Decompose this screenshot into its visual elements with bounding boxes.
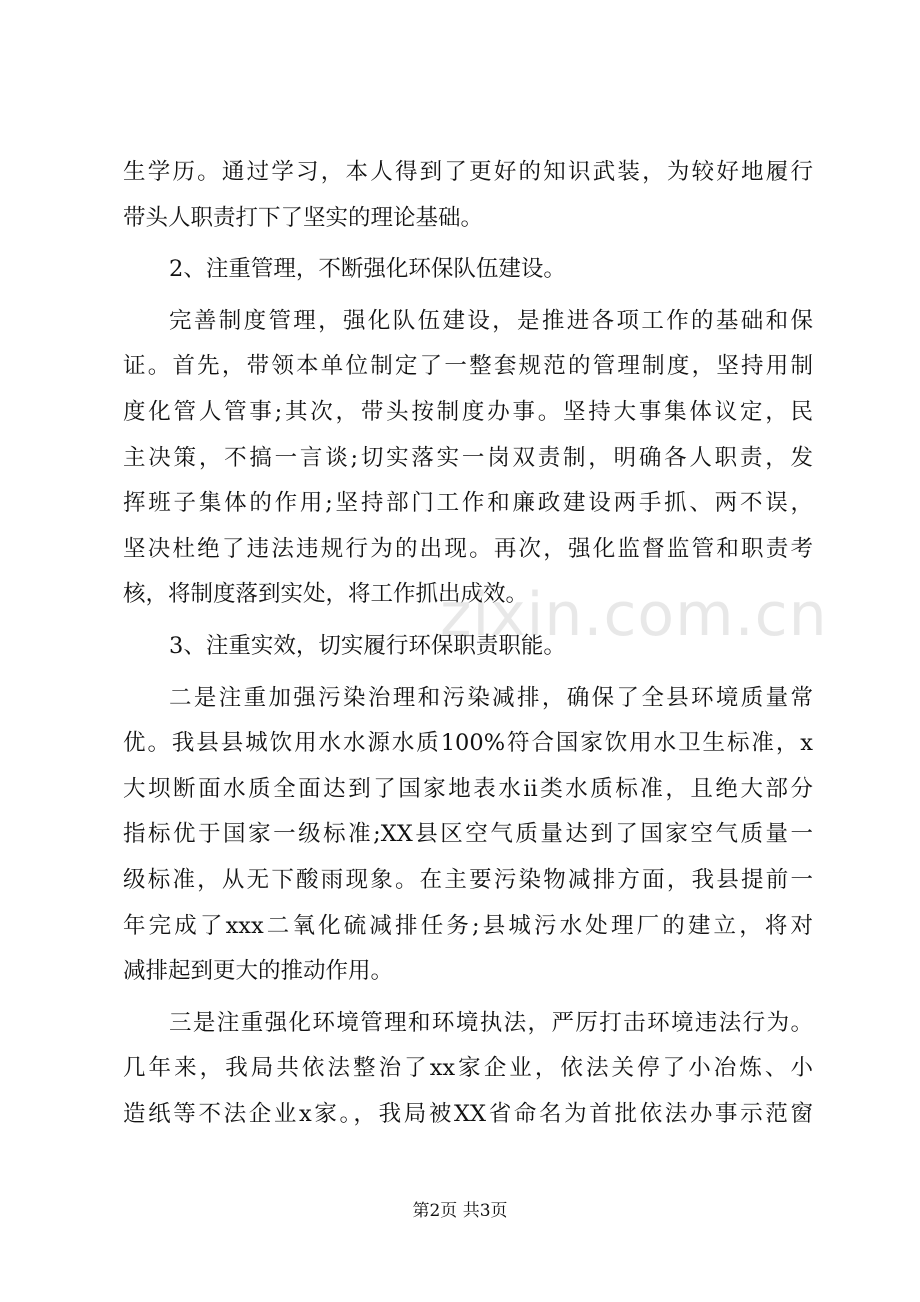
watermark: zixin.com.cn xyxy=(440,580,828,650)
text-line: 三是注重强化环境管理和环境执法，严厉打击环境违法行为。 xyxy=(169,1009,813,1036)
text-line: 年完成了xxx二氧化硫减排任务;县城污水处理厂的建立，将对 xyxy=(123,912,813,939)
document-body xyxy=(123,150,813,1137)
text-line: 带头人职责打下了坚实的理论基础。 xyxy=(123,204,484,231)
text-line: 减排起到更大的推动作用。 xyxy=(123,958,394,985)
text-line: 几年来，我局共依法整治了xx家企业，依法关停了小冶炼、小 xyxy=(123,1055,813,1082)
text-line: 优。我县县城饮用水水源水质100%符合国家饮用水卫生标准，x xyxy=(123,730,813,757)
text-line: 造纸等不法企业x家。，我局被XX省命名为首批依法办事示范窗 xyxy=(123,1100,813,1127)
section-heading: 2、注重管理，不断强化环保队伍建设。 xyxy=(169,256,566,283)
section-heading: 3、注重实效，切实履行环保职责职能。 xyxy=(169,632,566,659)
page-number: 第2页 共3页 xyxy=(412,1201,508,1221)
text-line: 度化管人管事;其次，带头按制度办事。坚持大事集体议定，民 xyxy=(123,398,813,425)
text-line: 生学历。通过学习，本人得到了更好的知识武装，为较好地履行 xyxy=(123,159,813,185)
text-line: 挥班子集体的作用;坚持部门工作和廉政建设两手抓、两不误， xyxy=(123,490,813,517)
text-line: 完善制度管理，强化队伍建设，是推进各项工作的基础和保 xyxy=(169,307,813,334)
text-line: 指标优于国家一级标准;XX县区空气质量达到了国家空气质量一 xyxy=(123,821,813,848)
text-line: 大坝断面水质全面达到了国家地表水ii类水质标准，且绝大部分 xyxy=(123,775,813,802)
text-line: 级标准，从无下酸雨现象。在主要污染物减排方面，我县提前一 xyxy=(123,866,813,893)
text-line: 核，将制度落到实处，将工作抓出成效。 xyxy=(123,581,529,608)
text-line: 坚决杜绝了违法违规行为的出现。再次，强化监督监管和职责考 xyxy=(123,535,813,562)
text-line: 证。首先，带领本单位制定了一整套规范的管理制度，坚持用制 xyxy=(123,353,813,380)
text-line: 主决策，不搞一言谈;切实落实一岗双责制，明确各人职责，发 xyxy=(123,444,813,471)
text-line: 二是注重加强污染治理和污染减排，确保了全县环境质量常 xyxy=(169,684,813,711)
